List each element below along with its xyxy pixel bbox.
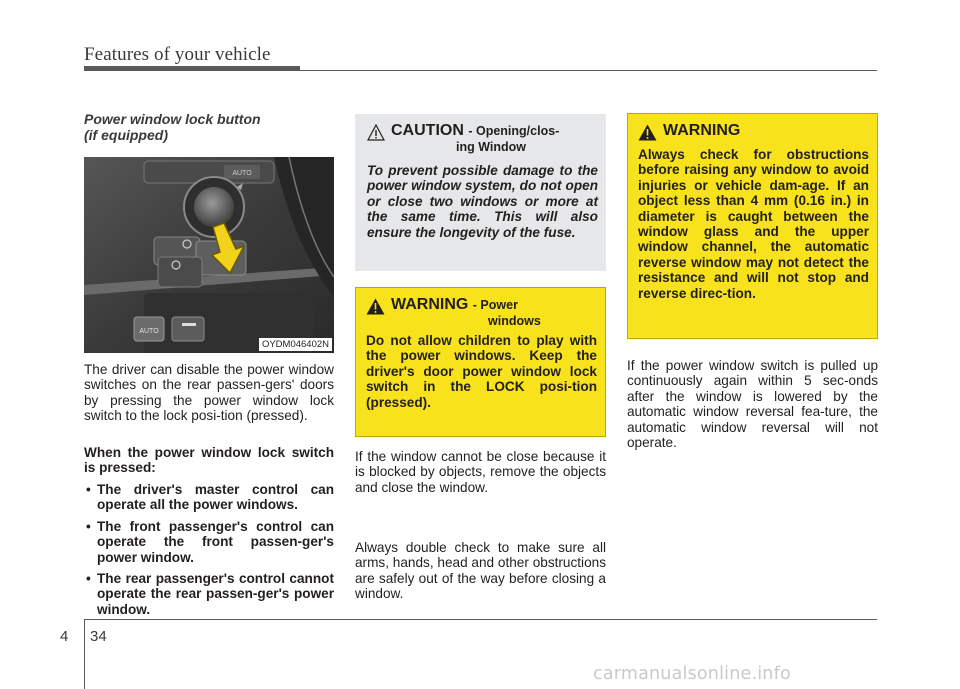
caution-subheading-line1: - Opening/clos- xyxy=(468,124,560,138)
col2-paragraph-1: If the window cannot be close because it is blocked by objects, remove the objects and close the window. xyxy=(355,449,606,495)
warning-power-subheading-line1: - Power xyxy=(472,298,518,312)
col3-paragraph-1: If the power window switch is pulled up continuously again within 5 sec-onds after the window is lowered by the automatic window reversal fea-ture, the automatic window reversal will not operate. xyxy=(627,358,878,451)
caution-box xyxy=(355,114,606,271)
warning-triangle-icon xyxy=(638,124,657,141)
section-title-line1: Power window lock button xyxy=(84,111,261,127)
chapter-number: 4 xyxy=(60,628,69,645)
list-item: • The front passenger's control can operate the front passen-ger's power window. xyxy=(84,519,334,565)
section-title-line2: (if equipped) xyxy=(84,127,168,143)
header-rule-thick xyxy=(84,66,300,71)
caution-body: To prevent possible damage to the power window system, do not open or close two windows or more at the same time. This will also ensure the longevity of the fuse. xyxy=(367,163,598,240)
footer-rule xyxy=(84,619,877,620)
warning-power-windows-box xyxy=(355,287,606,437)
caution-heading: CAUTION xyxy=(391,122,464,139)
col1-intro-paragraph: The driver can disable the power window switches on the rear passen-gers' doors by pressing the power window lock switch to the lock posi-tion (pressed). xyxy=(84,362,334,424)
col1-subhead: When the power window lock switch is pressed: xyxy=(84,445,334,476)
section-title xyxy=(84,111,334,143)
list-item: • The rear passenger's control cannot operate the rear passen-ger's power window. xyxy=(84,571,334,617)
door-switch-photo xyxy=(84,157,334,353)
switch-auto-label-top: AUTO xyxy=(232,170,252,177)
caution-triangle-icon xyxy=(367,124,385,141)
photo-caption: OYDM046402N xyxy=(259,338,332,351)
warning-obstruction-heading: WARNING xyxy=(663,122,741,139)
warning-obstruction-body: Always check for obstructions before raising any window to avoid injuries or vehicle dam-age. If an object less than 4 mm (0.16 in.) in diameter is caught between the window glass and the upper window channel, the automatic reverse window may not detect the resistance and will not stop and reverse direc-tion. xyxy=(638,147,869,301)
watermark: carmanualsonline.info xyxy=(593,664,791,684)
switch-auto-label-bottom: AUTO xyxy=(139,328,159,335)
col1-bullet-list xyxy=(84,482,334,623)
warning-power-subheading-line2: windows xyxy=(488,314,541,328)
caution-subheading-line2: ing Window xyxy=(456,140,527,154)
warning-triangle-icon xyxy=(366,298,385,315)
header-rule-thin xyxy=(300,70,877,71)
warning-power-heading: WARNING xyxy=(391,296,469,313)
list-item: • The driver's master control can operate all the power windows. xyxy=(84,482,334,513)
door-switch-illustration xyxy=(84,157,334,353)
page-number: 34 xyxy=(90,628,107,645)
warning-power-body: Do not allow children to play with the power windows. Keep the driver's door power window lock switch in the LOCK posi-tion (pressed). xyxy=(366,333,597,410)
col2-paragraph-2: Always double check to make sure all arms, hands, head and other obstructions are safely out of the way before closing a window. xyxy=(355,540,606,602)
footer-divider xyxy=(84,619,85,689)
warning-obstruction-box xyxy=(627,113,878,339)
page-header-title: Features of your vehicle xyxy=(84,44,271,65)
